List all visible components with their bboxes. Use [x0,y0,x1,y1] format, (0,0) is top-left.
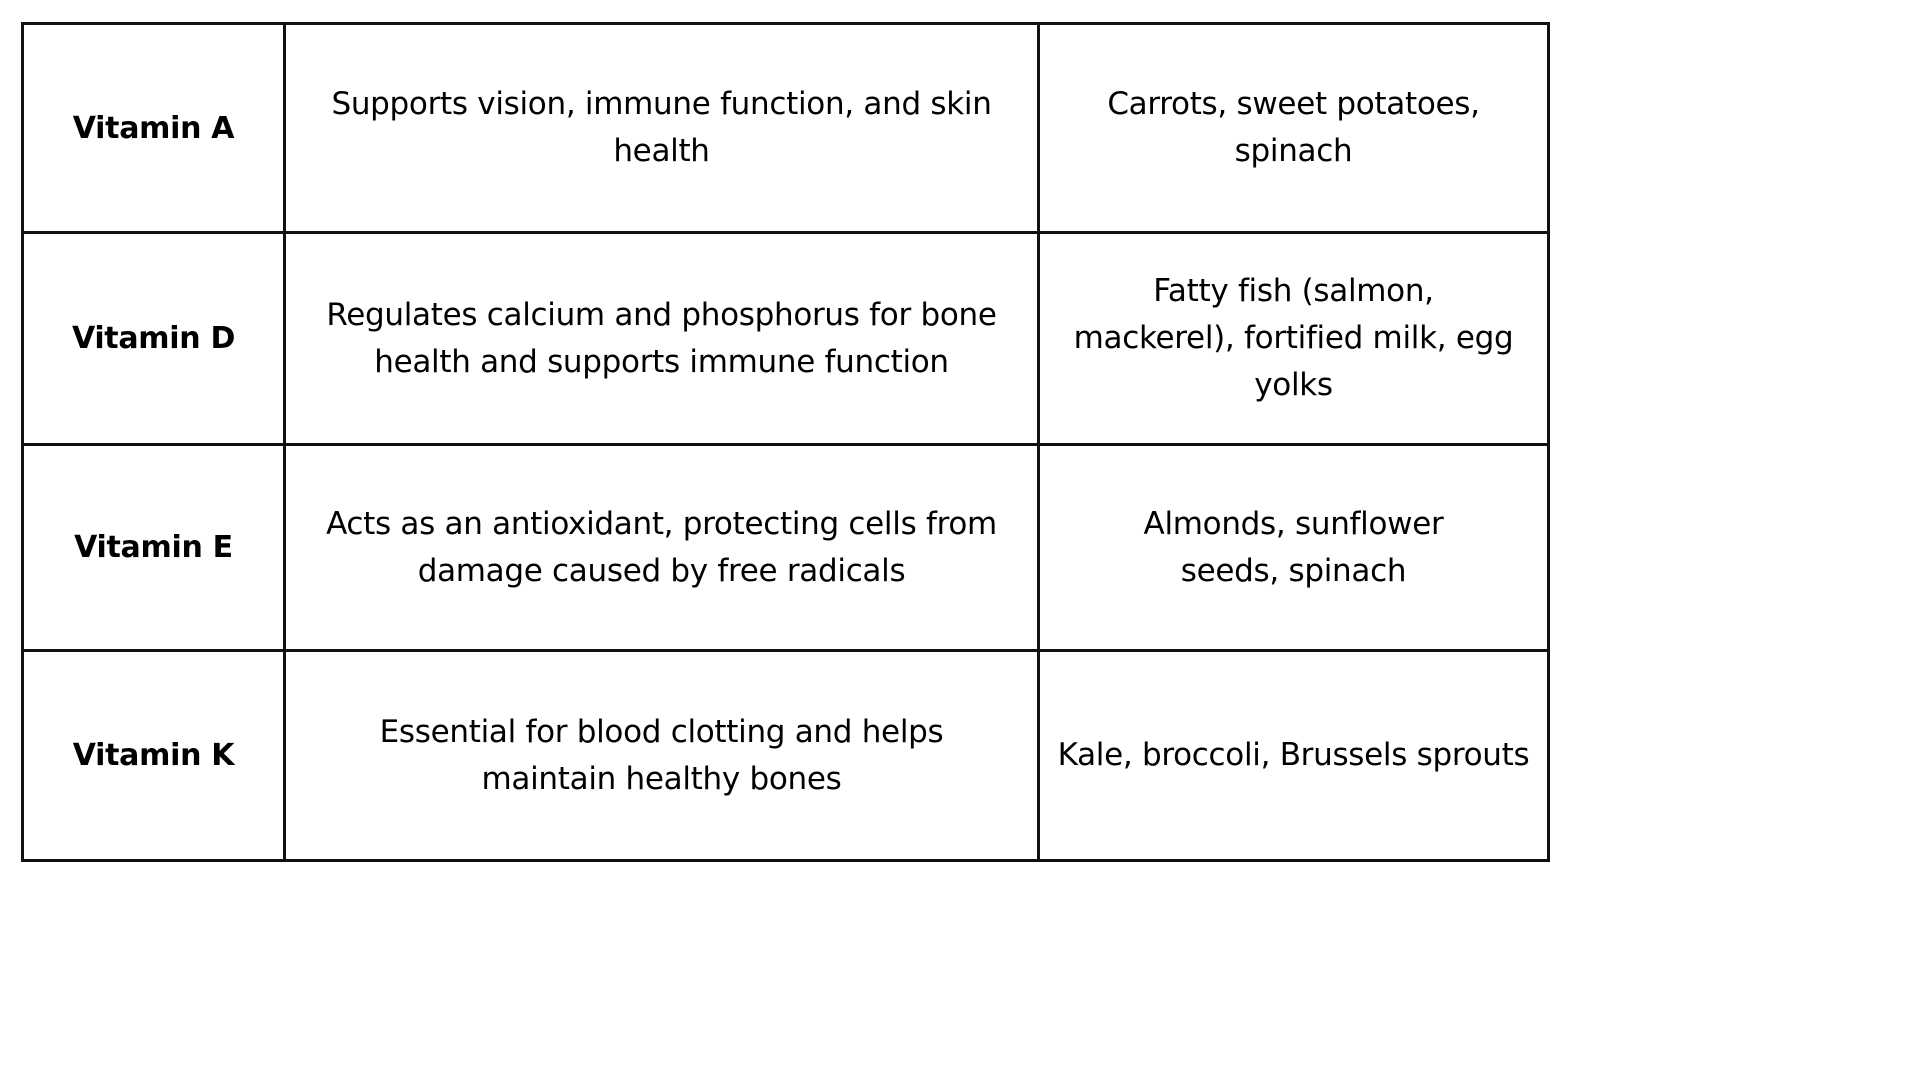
table-row [23,233,1549,445]
table-row [23,445,1549,651]
vitamin-table [21,22,1550,862]
vitamin-function-cell: Regulates calcium and phosphorus for bone health and supports immune function [285,233,1039,445]
vitamin-sources-cell: Kale, broccoli, Brussels sprouts [1039,651,1549,861]
vitamin-sources-cell: Almonds, sunflower seeds, spinach [1039,445,1549,651]
vitamin-function-cell: Essential for blood clotting and helps maintain healthy bones [285,651,1039,861]
table-row [23,651,1549,861]
vitamin-name-cell: Vitamin K [23,651,285,861]
vitamin-function-cell: Acts as an antioxidant, protecting cells from damage caused by free radicals [285,445,1039,651]
table-row [23,24,1549,233]
vitamin-table-container [21,22,1547,859]
vitamin-sources-cell: Fatty fish (salmon, mackerel), fortified milk, egg yolks [1039,233,1549,445]
vitamin-sources-cell: Carrots, sweet potatoes, spinach [1039,24,1549,233]
vitamin-name-cell: Vitamin A [23,24,285,233]
vitamin-name-cell: Vitamin E [23,445,285,651]
vitamin-function-cell: Supports vision, immune function, and skin health [285,24,1039,233]
vitamin-name-cell: Vitamin D [23,233,285,445]
